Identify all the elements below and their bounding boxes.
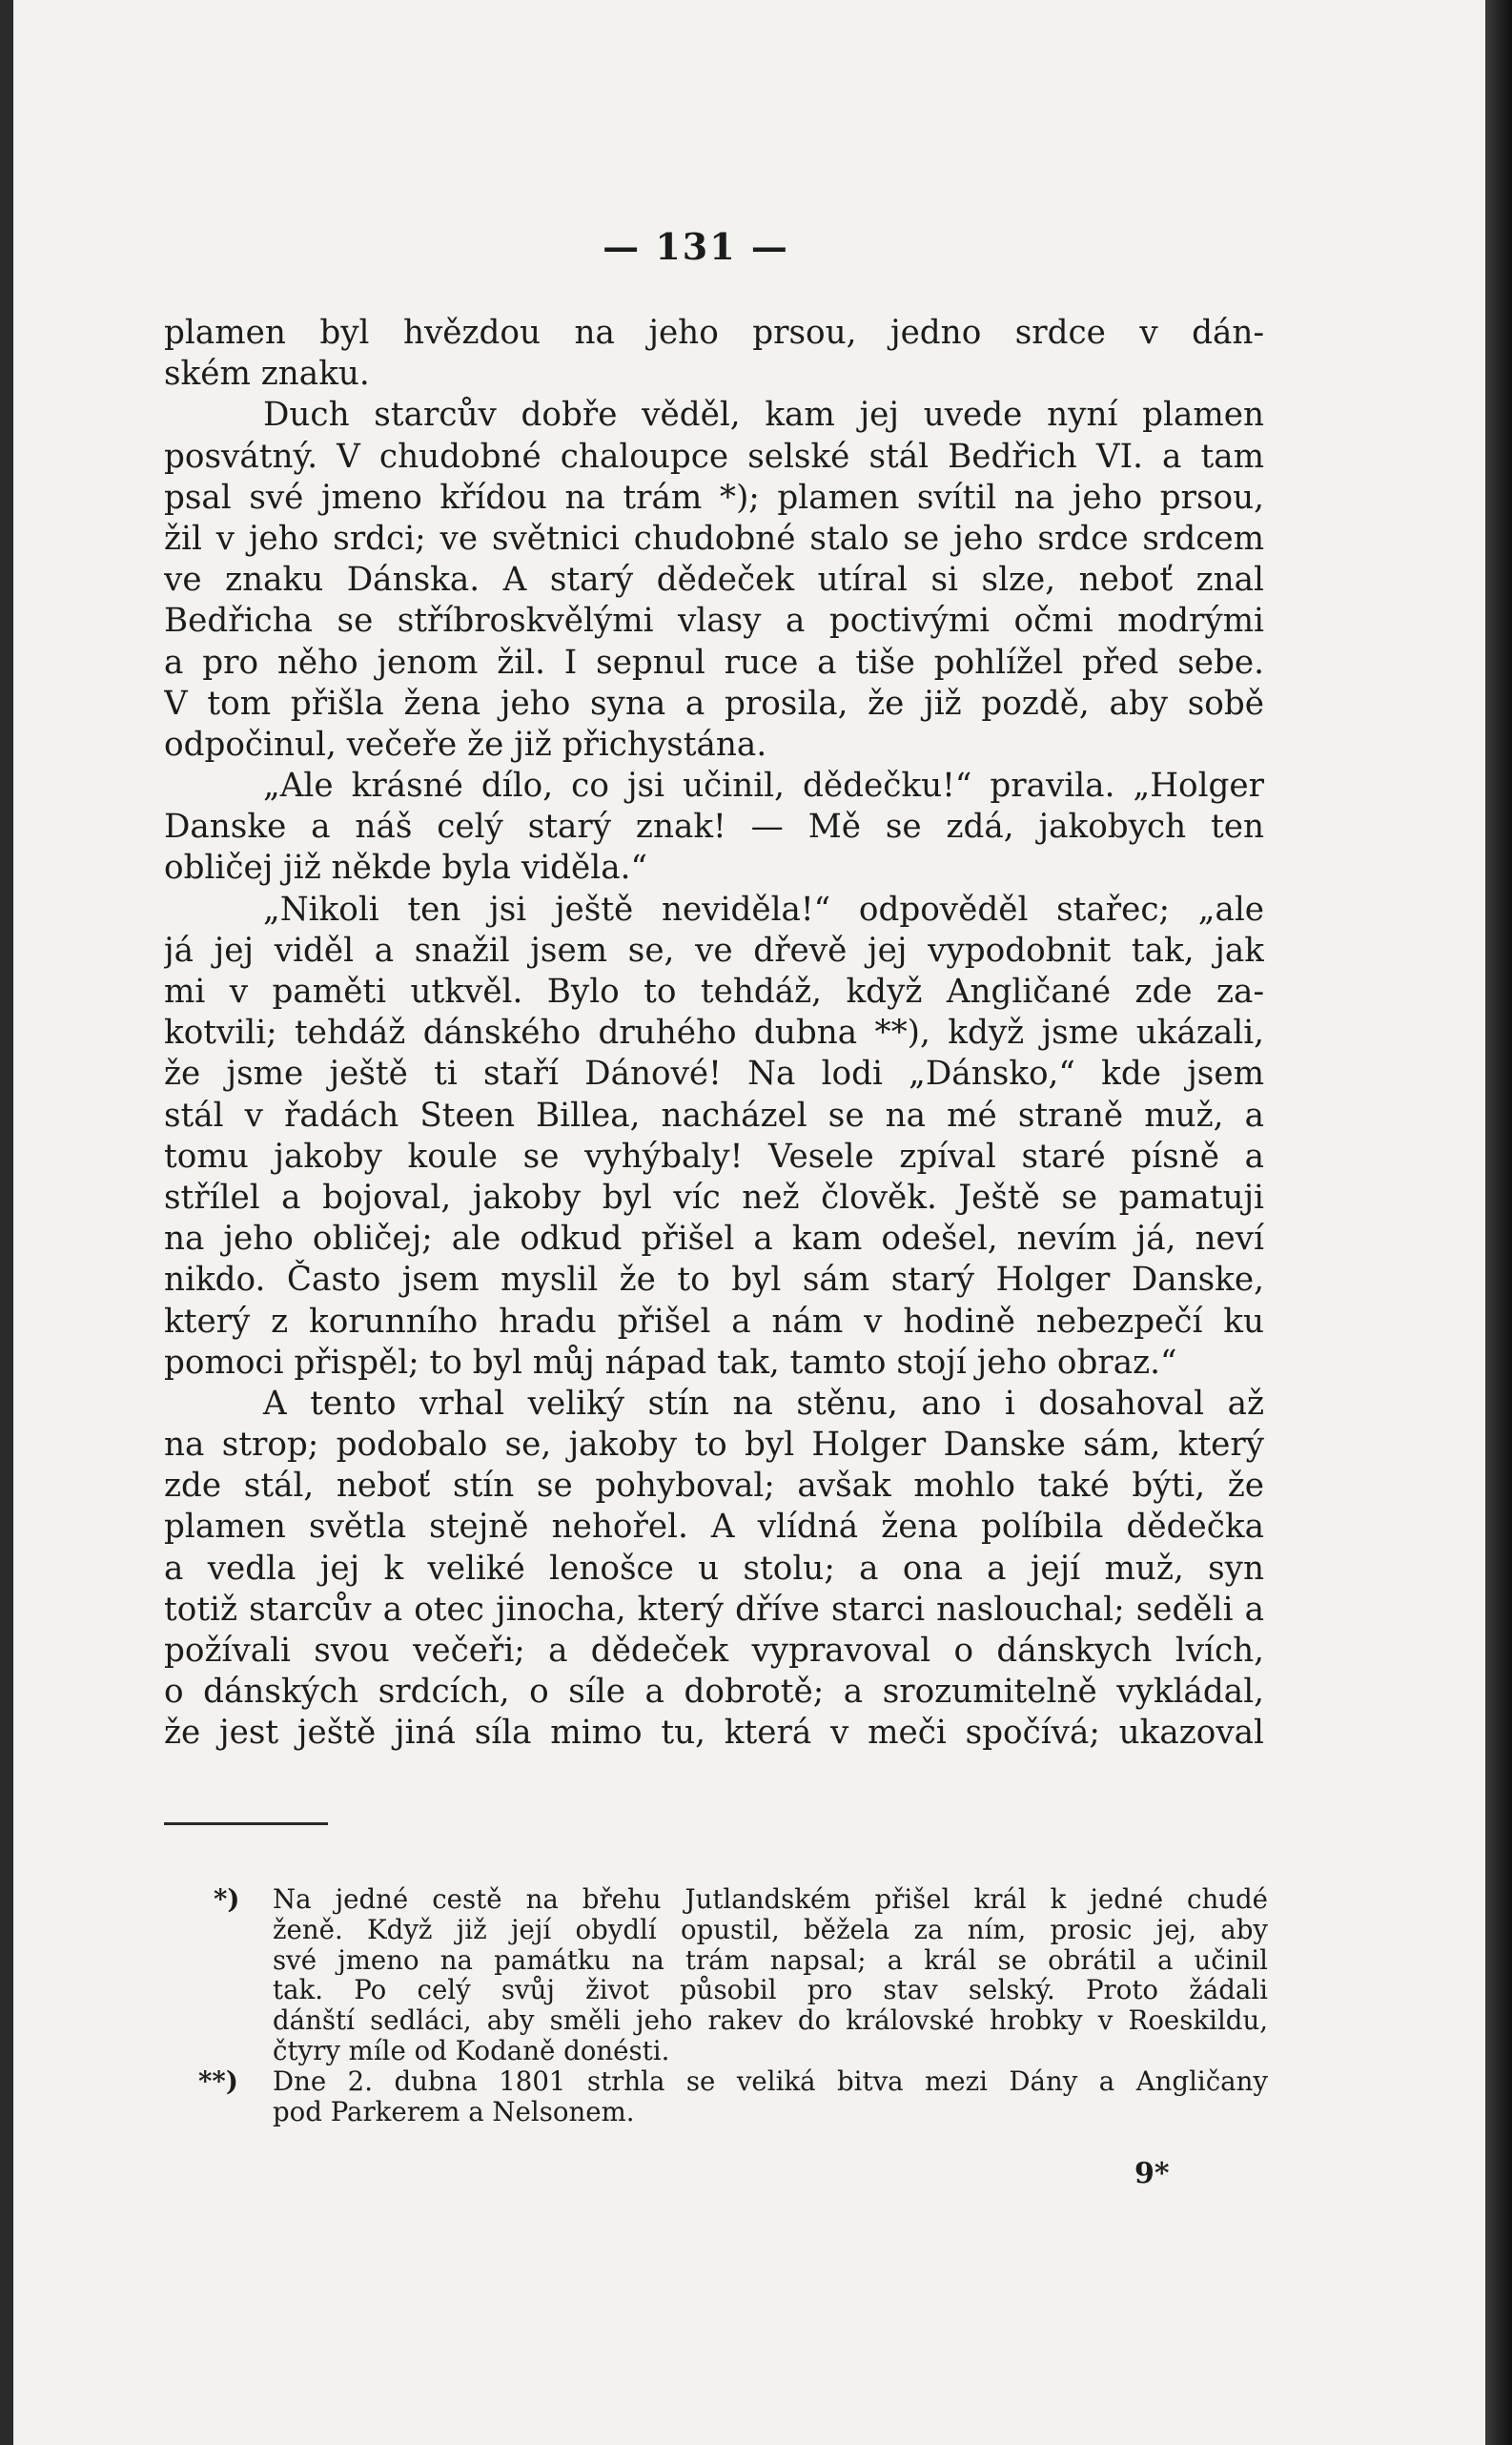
scan-right-edge xyxy=(1485,0,1512,2445)
footnote-mark: **) xyxy=(198,2065,238,2097)
text-line: Duch starcův dobře věděl, kam jej uvede nyní plamen xyxy=(263,396,1264,435)
text-line: o dánských srdcích, o síle a dobrotě; a srozumitelně vykládal, xyxy=(164,1673,1264,1712)
text-line: „Ale krásné dílo, co jsi učinil, dědečku!“ pravila. „Holger xyxy=(263,767,1264,806)
text-line: ském znaku. xyxy=(164,355,370,394)
text-line: kotvili; tehdáž dánského druhého dubna **), když jsme ukázali, xyxy=(164,1014,1264,1053)
footnote xyxy=(198,2065,1268,2127)
text-line: pomoci přispěl; to byl můj nápad tak, tamto stojí jeho obraz.“ xyxy=(164,1343,1177,1382)
text-line: na strop; podobalo se, jakoby to byl Holger Danske sám, který xyxy=(164,1426,1264,1465)
text-line: že jsme ještě ti staří Dánové! Na lodi „Dánsko,“ kde jsem xyxy=(164,1055,1264,1094)
text-line: „Nikoli ten jsi ještě neviděla!“ odpověděl stařec; „ale xyxy=(263,890,1264,929)
footnote-line: Dne 2. dubna 1801 strhla se veliká bitva mezi Dány a Angličany xyxy=(273,2065,1268,2097)
footnote xyxy=(214,1883,1268,2066)
text-line: Bedřicha se stříbroskvělými vlasy a poctivými očmi modrými xyxy=(164,602,1264,641)
text-line: obličej již někde byla viděla.“ xyxy=(164,849,647,888)
text-line: posvátný. V chudobné chaloupce selské stál Bedřich VI. a tam xyxy=(164,437,1264,476)
footnote-line: tak. Po celý svůj život působil pro stav selský. Proto žádali xyxy=(273,1975,1268,2006)
text-line: střílel a bojoval, jakoby byl víc než člověk. Ještě se pamatuji xyxy=(164,1178,1264,1217)
text-line: V tom přišla žena jeho syna a prosila, že již pozdě, aby sobě xyxy=(164,684,1264,723)
footnote-line: své jmeno na památku na trám napsal; a král se obrátil a učinil xyxy=(273,1944,1268,1976)
text-line: který z korunního hradu přišel a nám v hodině nebezpečí ku xyxy=(164,1302,1264,1341)
text-line: požívali svou večeři; a dědeček vypravoval o dánskych lvích, xyxy=(164,1632,1264,1670)
text-line: a pro něho jenom žil. I sepnul ruce a tiše pohlížel před sebe. xyxy=(164,643,1264,682)
text-line: a vedla jej k veliké lenošce u stolu; a ona a její muž, syn xyxy=(164,1549,1264,1588)
text-line: nikdo. Často jsem myslil že to byl sám starý Holger Danske, xyxy=(164,1261,1264,1300)
footnote-divider xyxy=(164,1822,328,1825)
body-text xyxy=(164,313,1264,1755)
footnote-line: čtyry míle od Kodaně donésti. xyxy=(273,2035,670,2066)
footnote-line: dánští sedláci, aby směli jeho rakev do královské hrobky v Roeskildu, xyxy=(273,2005,1268,2036)
footnote-mark: *) xyxy=(214,1883,240,1915)
text-line: na jeho obličej; ale odkud přišel a kam odešel, nevím já, neví xyxy=(164,1220,1264,1259)
footnote-line: pod Parkerem a Nelsonem. xyxy=(273,2096,635,2127)
printer-signature: 9* xyxy=(1134,2157,1170,2190)
text-line: A tento vrhal veliký stín na stěnu, ano i dosahoval až xyxy=(263,1384,1264,1423)
text-line: ve znaku Dánska. A starý dědeček utíral si slze, neboť znal xyxy=(164,561,1264,600)
text-line: žil v jeho srdci; ve světnici chudobné stalo se jeho srdce srdcem xyxy=(164,519,1264,558)
text-line: stál v řadách Steen Billea, nacházel se na mé straně muž, a xyxy=(164,1096,1264,1135)
text-line: Danske a náš celý starý znak! — Mě se zdá, jakobych ten xyxy=(164,808,1264,847)
text-line: plamen byl hvězdou na jeho prsou, jedno srdce v dán- xyxy=(164,314,1264,352)
text-line: totiž starcův a otec jinocha, který dříve starci naslouchal; seděli a xyxy=(164,1590,1264,1629)
text-line: já jej viděl a snažil jsem se, ve dřevě jej vypodobnit tak, jak xyxy=(164,931,1264,970)
text-line: plamen světla stejně nehořel. A vlídná žena políbila dědečka xyxy=(164,1508,1264,1547)
text-line: že jest ještě jiná síla mimo tu, která v meči spočívá; ukazoval xyxy=(164,1714,1264,1753)
footnote-line: Na jedné cestě na břehu Jutlandském přišel král k jedné chudé xyxy=(273,1884,1268,1915)
scan-left-edge xyxy=(0,0,13,2445)
footnote-line: ženě. Když již její obydlí opustil, běžela za ním, prosic jej, aby xyxy=(273,1914,1268,1945)
text-line: odpočinul, večeře že již přichystána. xyxy=(164,725,767,764)
text-line: psal své jmeno křídou na trám *); plamen svítil na jeho prsou, xyxy=(164,478,1264,517)
footnotes xyxy=(198,1883,1268,2127)
text-line: mi v paměti utkvěl. Bylo to tehdáž, když Angličané zde za- xyxy=(164,973,1264,1011)
text-line: zde stál, neboť stín se pohyboval; avšak mohlo také býti, že xyxy=(164,1467,1264,1506)
text-line: tomu jakoby koule se vyhýbaly! Vesele zpíval staré písně a xyxy=(164,1137,1264,1176)
page-number: — 131 — xyxy=(603,225,789,268)
